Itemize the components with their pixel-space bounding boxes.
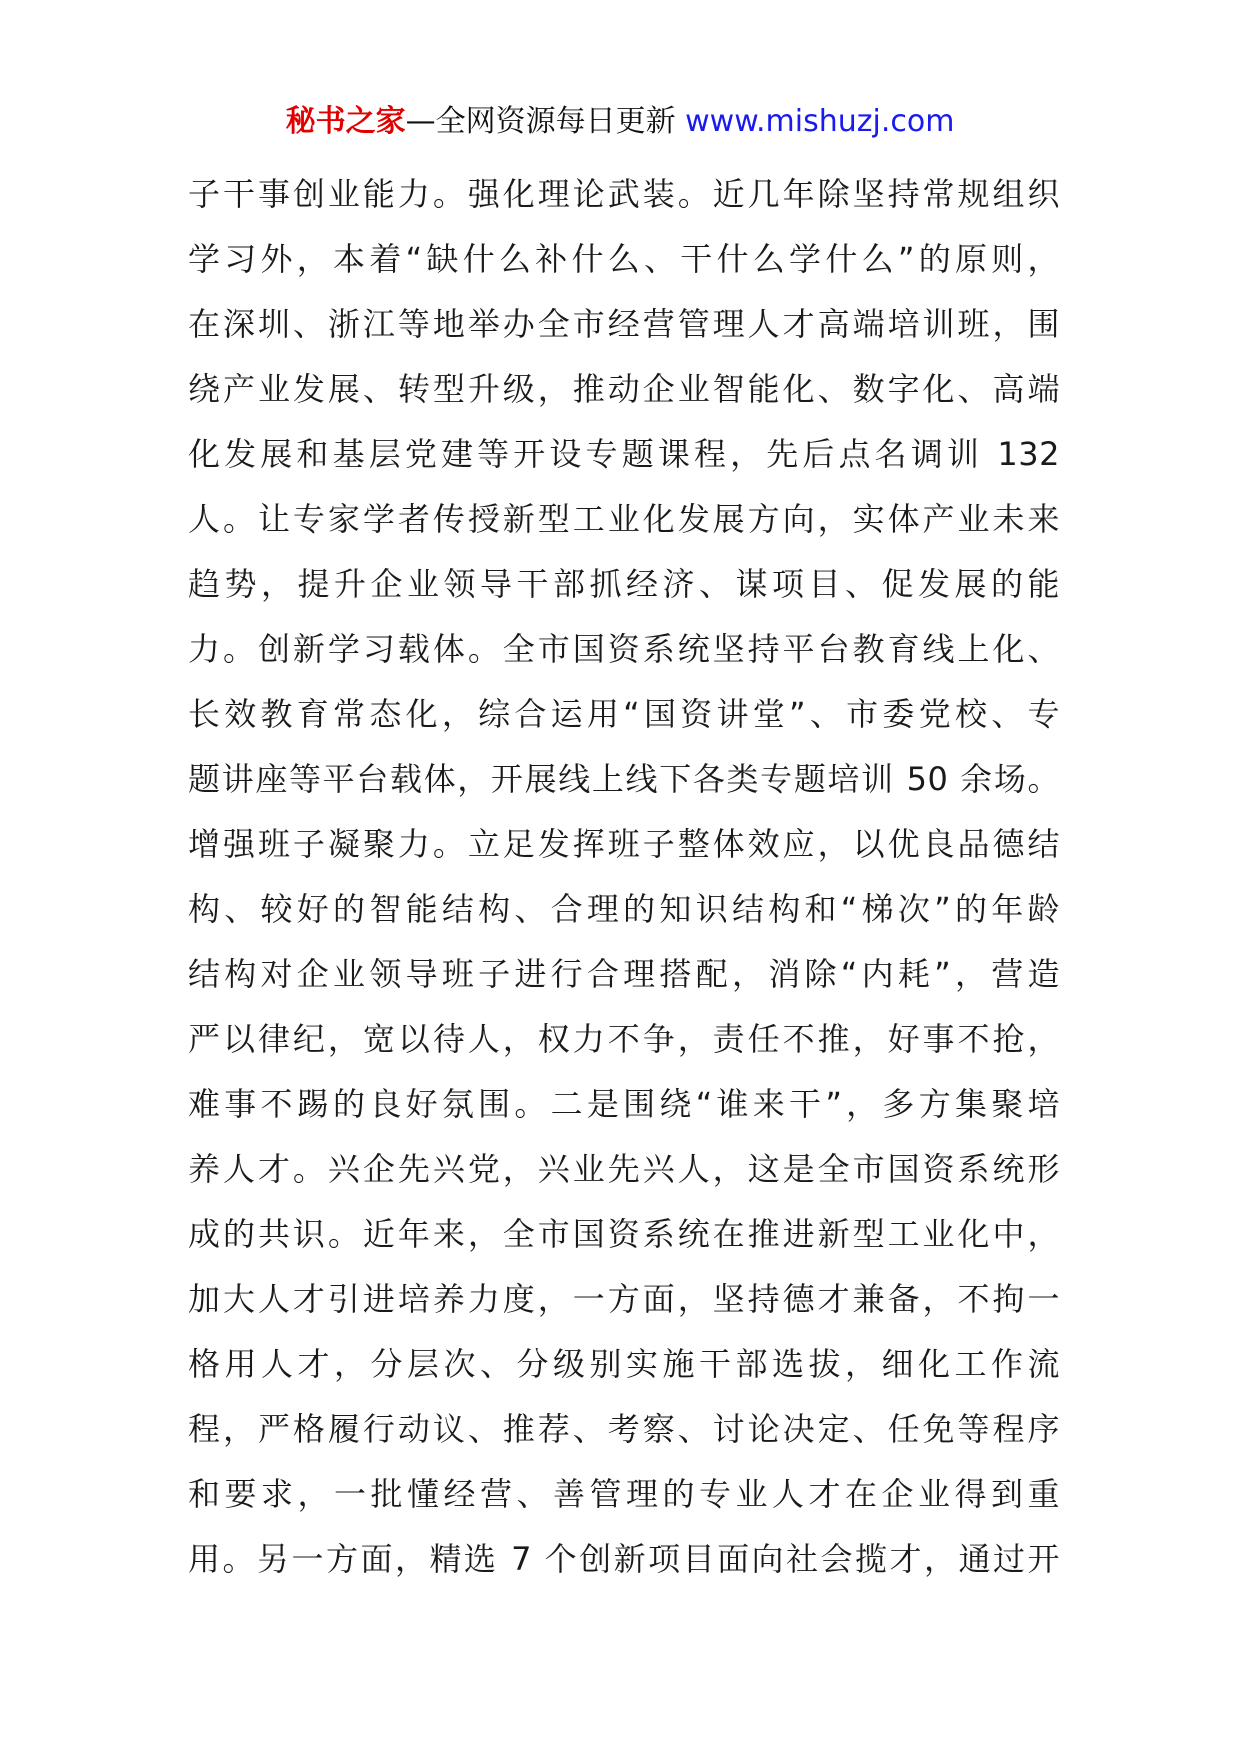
site-header [0,102,1240,142]
body-line: 构、较好的智能结构、合理的知识结构和“梯次”的年龄 [188,890,1060,928]
site-brand: 秘书之家 [285,104,406,139]
site-url-link[interactable]: www.mishuzj.com [685,104,955,139]
body-line: 绕产业发展、转型升级，推动企业智能化、数字化、高端 [188,370,1060,408]
body-line: 养人才。兴企先兴党，兴业先兴人，这是全市国资系统形 [188,1150,1060,1188]
body-line: 格用人才，分层次、分级别实施干部选拔，细化工作流 [188,1345,1060,1383]
body-line: 子干事创业能力。强化理论武装。近几年除坚持常规组织 [188,175,1060,213]
body-line: 难事不踢的良好氛围。二是围绕“谁来干”，多方集聚培 [188,1085,1060,1123]
body-line: 加大人才引进培养力度，一方面，坚持德才兼备，不拘一 [188,1280,1060,1318]
body-line: 结构对企业领导班子进行合理搭配，消除“内耗”，营造 [188,955,1060,993]
body-line: 用。另一方面，精选 7 个创新项目面向社会揽才，通过开 [188,1540,1060,1578]
site-tagline: —全网资源每日更新 [405,104,676,139]
body-line: 成的共识。近年来，全市国资系统在推进新型工业化中， [188,1215,1060,1253]
body-line: 在深圳、浙江等地举办全市经营管理人才高端培训班，围 [188,305,1060,343]
body-line: 趋势，提升企业领导干部抓经济、谋项目、促发展的能 [188,565,1060,603]
body-line: 学习外，本着“缺什么补什么、干什么学什么”的原则， [188,240,1060,278]
body-line: 人。让专家学者传授新型工业化发展方向，实体产业未来 [188,500,1060,538]
body-line: 题讲座等平台载体，开展线上线下各类专题培训 50 余场。 [188,760,1060,798]
body-line: 严以律纪，宽以待人，权力不争，责任不推，好事不抢， [188,1020,1060,1058]
body-line: 力。创新学习载体。全市国资系统坚持平台教育线上化、 [188,630,1060,668]
body-line: 程，严格履行动议、推荐、考察、讨论决定、任免等程序 [188,1410,1060,1448]
document-body [188,162,1060,1592]
body-line: 增强班子凝聚力。立足发挥班子整体效应，以优良品德结 [188,825,1060,863]
body-line: 和要求，一批懂经营、善管理的专业人才在企业得到重 [188,1475,1060,1513]
body-line: 长效教育常态化，综合运用“国资讲堂”、市委党校、专 [188,695,1060,733]
body-line: 化发展和基层党建等开设专题课程，先后点名调训 132 [188,435,1060,473]
